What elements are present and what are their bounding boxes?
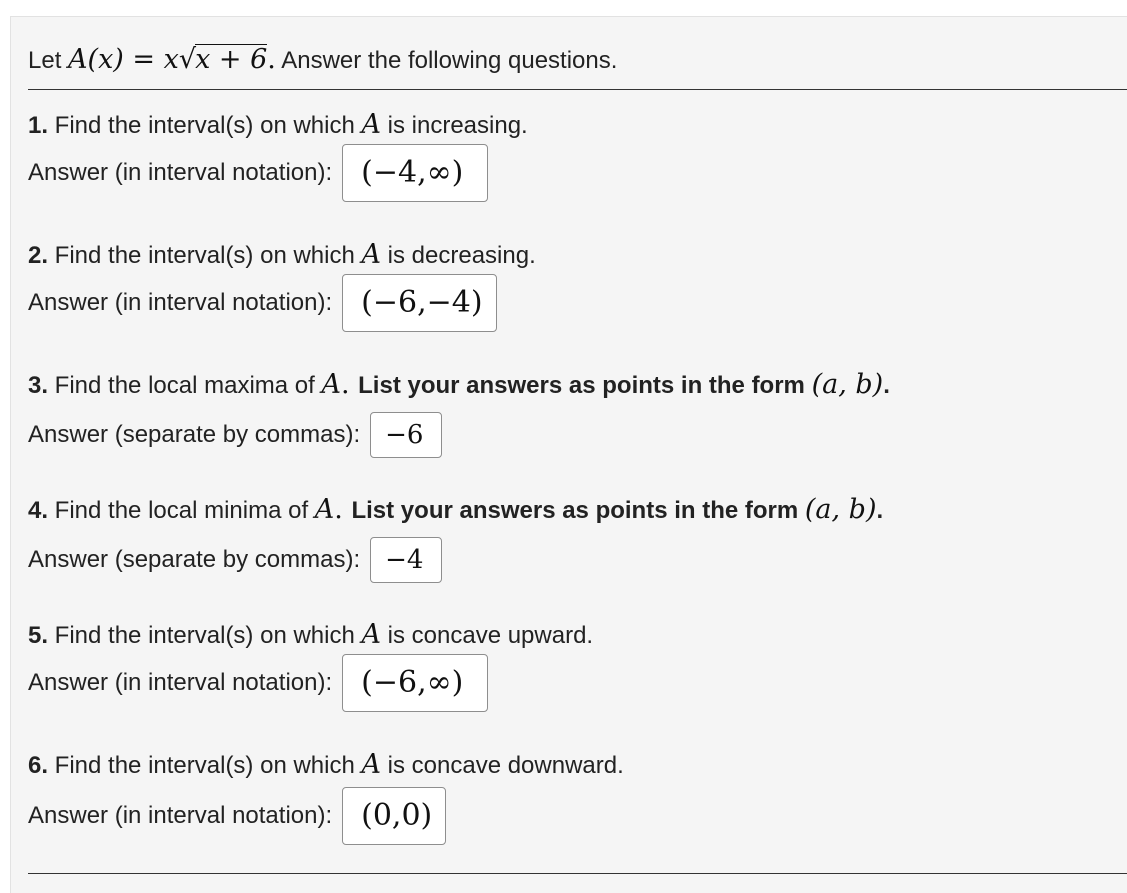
question-text: is concave downward.	[380, 752, 624, 779]
answer-label: Answer (in interval notation):	[28, 802, 333, 829]
intro-suffix: Answer the following questions.	[275, 47, 618, 74]
question-number: 1.	[28, 112, 49, 139]
question-3	[28, 371, 890, 398]
question-text: Find the interval(s) on which	[48, 242, 362, 269]
question-number: 6.	[28, 752, 49, 779]
equals-sign: =	[123, 44, 164, 75]
function-name: A	[314, 494, 335, 525]
question-instruction-end: .	[883, 372, 890, 399]
answer-field-5[interactable]: (−6,∞)	[342, 654, 488, 712]
question-text: Find the local maxima of	[48, 372, 322, 399]
answer-label: Answer (separate by commas):	[28, 546, 361, 573]
question-number: 4.	[28, 497, 49, 524]
answer-row-5	[28, 654, 488, 712]
point-form: (a, b)	[811, 369, 884, 400]
question-4	[28, 496, 883, 523]
function-x: x	[163, 44, 179, 75]
question-text: Find the interval(s) on which	[48, 112, 362, 139]
answer-row-1	[28, 144, 488, 202]
answer-row-2	[28, 274, 497, 332]
question-number: 3.	[28, 372, 49, 399]
question-punctuation: .	[334, 494, 352, 525]
question-instruction: List your answers as points in the form	[351, 497, 805, 524]
question-text: is concave upward.	[380, 622, 594, 649]
function-name: A	[361, 619, 381, 650]
answer-label: Answer (in interval notation):	[28, 669, 333, 696]
function-name: A	[361, 749, 381, 780]
answer-field-3[interactable]: −6	[370, 412, 442, 458]
answer-label: Answer (in interval notation):	[28, 289, 333, 316]
answer-row-4	[28, 537, 442, 583]
sqrt-radicand: x + 6	[195, 44, 268, 75]
answer-field-4[interactable]: −4	[370, 537, 442, 583]
question-instruction: List your answers as points in the form	[358, 372, 812, 399]
top-divider	[28, 89, 1127, 90]
function-lhs: A(x)	[68, 44, 124, 75]
question-text: is increasing.	[380, 112, 528, 139]
question-text: is decreasing.	[380, 242, 536, 269]
intro-period: .	[267, 44, 276, 75]
question-text: Find the interval(s) on which	[48, 622, 362, 649]
question-1	[28, 111, 528, 138]
question-number: 5.	[28, 622, 49, 649]
question-6	[28, 751, 624, 778]
answer-field-2[interactable]: (−6,−4)	[342, 274, 497, 332]
answer-label: Answer (in interval notation):	[28, 159, 333, 186]
function-name: A	[361, 109, 381, 140]
question-5	[28, 621, 593, 648]
answer-field-1[interactable]: (−4,∞)	[342, 144, 488, 202]
function-name: A	[321, 369, 341, 400]
bottom-divider	[28, 873, 1127, 874]
problem-intro	[28, 44, 617, 73]
function-name: A	[361, 239, 381, 270]
question-instruction-end: .	[876, 497, 884, 524]
answer-label: Answer (separate by commas):	[28, 421, 361, 448]
intro-prefix: Let	[28, 47, 62, 74]
question-2	[28, 241, 536, 268]
sqrt-symbol: √	[178, 44, 197, 75]
answer-row-6	[28, 787, 446, 845]
answer-row-3	[28, 412, 442, 458]
point-form: (a, b)	[804, 494, 877, 525]
question-text: Find the interval(s) on which	[48, 752, 362, 779]
question-text: Find the local minima of	[48, 497, 315, 524]
answer-field-6[interactable]: (0,0)	[342, 787, 446, 845]
question-number: 2.	[28, 242, 49, 269]
question-punctuation: .	[340, 369, 359, 400]
